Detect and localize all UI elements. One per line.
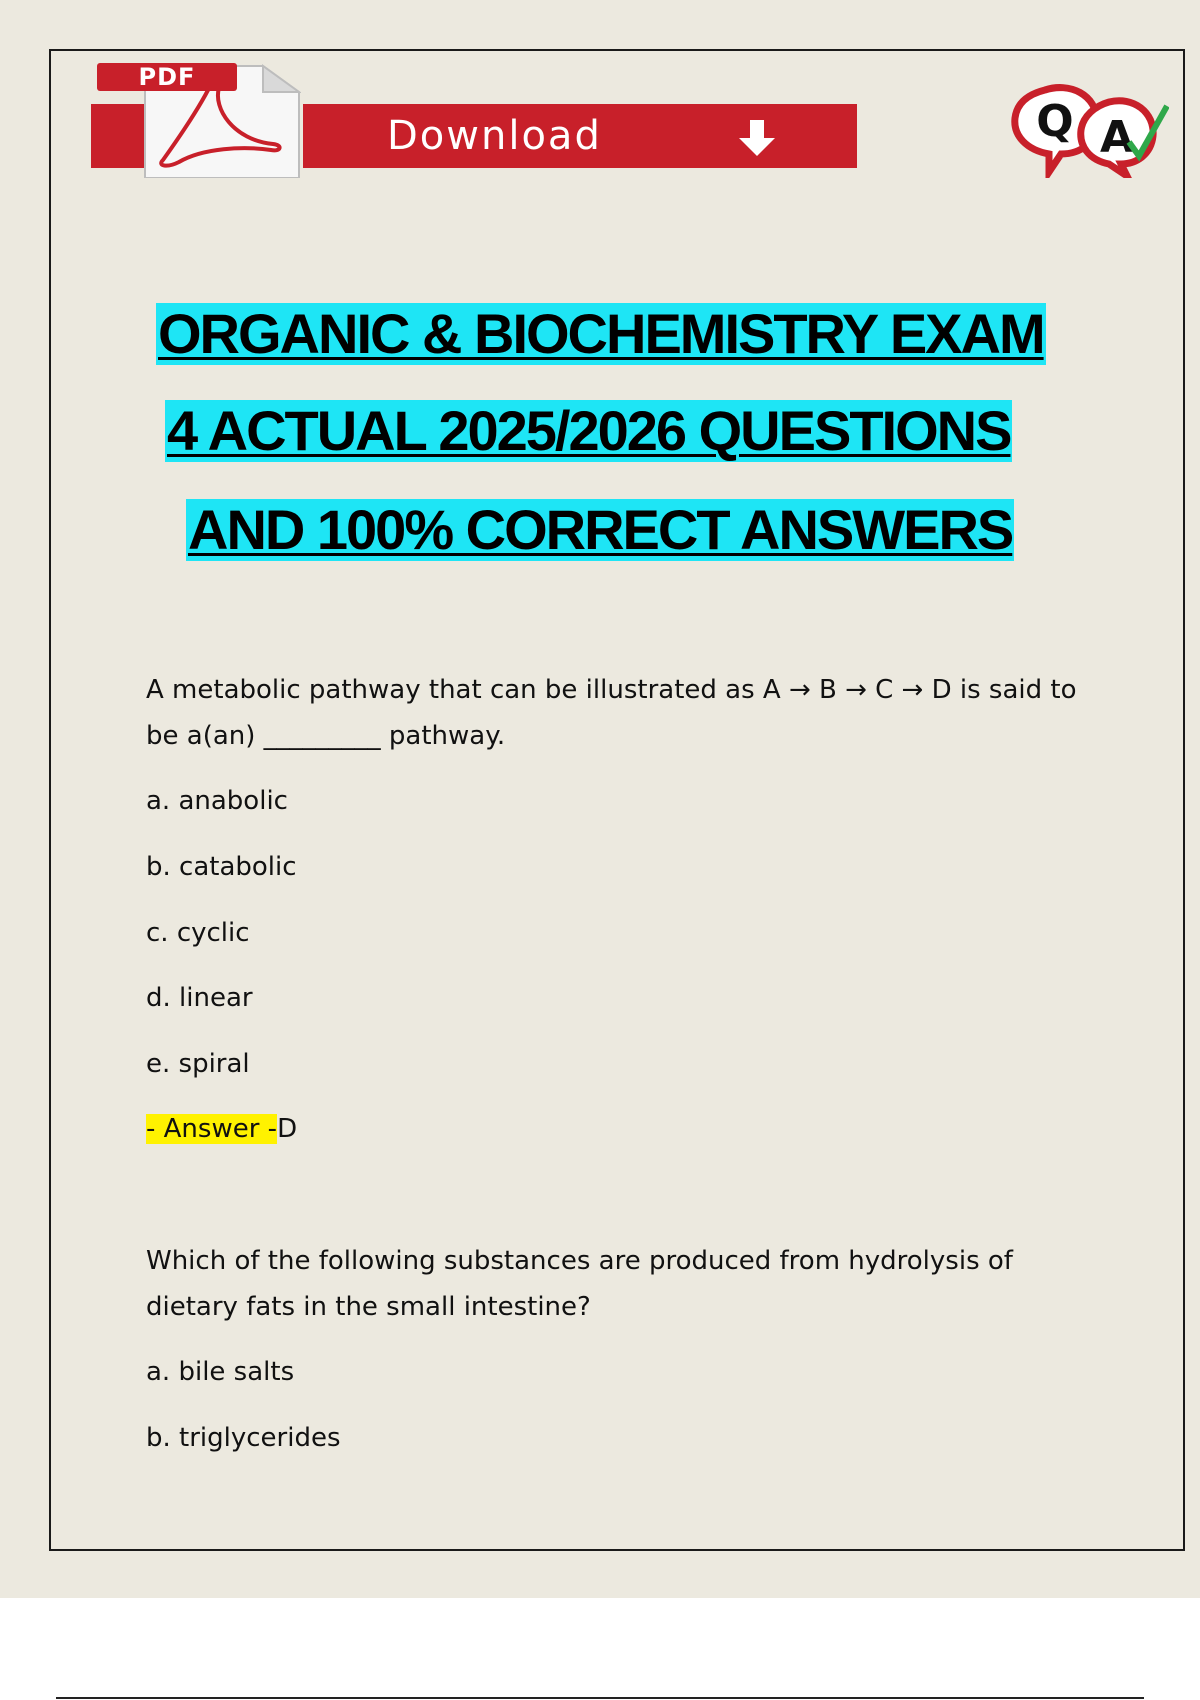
question-2-option-b: b. triglycerides [146,1423,341,1453]
question-1-option-c: c. cyclic [146,918,250,948]
question-1-answer [146,1111,297,1147]
bottom-divider [56,1697,1144,1699]
qa-logo-q: Q [1036,96,1074,147]
question-1-option-e: e. spiral [146,1049,250,1079]
arrow-down-icon [735,118,779,158]
answer-value: D [277,1114,298,1144]
title-line-1: ORGANIC & BIOCHEMISTRY EXAM [158,302,1044,365]
title-line-3: AND 100% CORRECT ANSWERS [188,498,1013,561]
question-1-line-2: be a(an) _________ pathway. [146,721,506,751]
question-1-option-b: b. catabolic [146,852,297,882]
download-label: Download [387,113,602,159]
question-2-line-2: dietary fats in the small intestine? [146,1292,591,1322]
qa-logo-a: A [1099,112,1135,163]
title-line-2: 4 ACTUAL 2025/2026 QUESTIONS [167,399,1011,462]
qa-logo [1005,78,1169,178]
question-2-line-1: Which of the following substances are produced from hydrolysis of [146,1246,1013,1276]
answer-prefix: - Answer - [146,1114,278,1144]
question-1-option-d: d. linear [146,983,253,1013]
question-1-line-1: A metabolic pathway that can be illustrated as A → B → C → D is said to [146,675,1077,705]
pdf-label: PDF [97,63,237,91]
question-1-option-a: a. anabolic [146,786,288,816]
banner-red-block [91,104,151,168]
question-2-option-a: a. bile salts [146,1357,295,1387]
download-button[interactable] [303,104,857,168]
